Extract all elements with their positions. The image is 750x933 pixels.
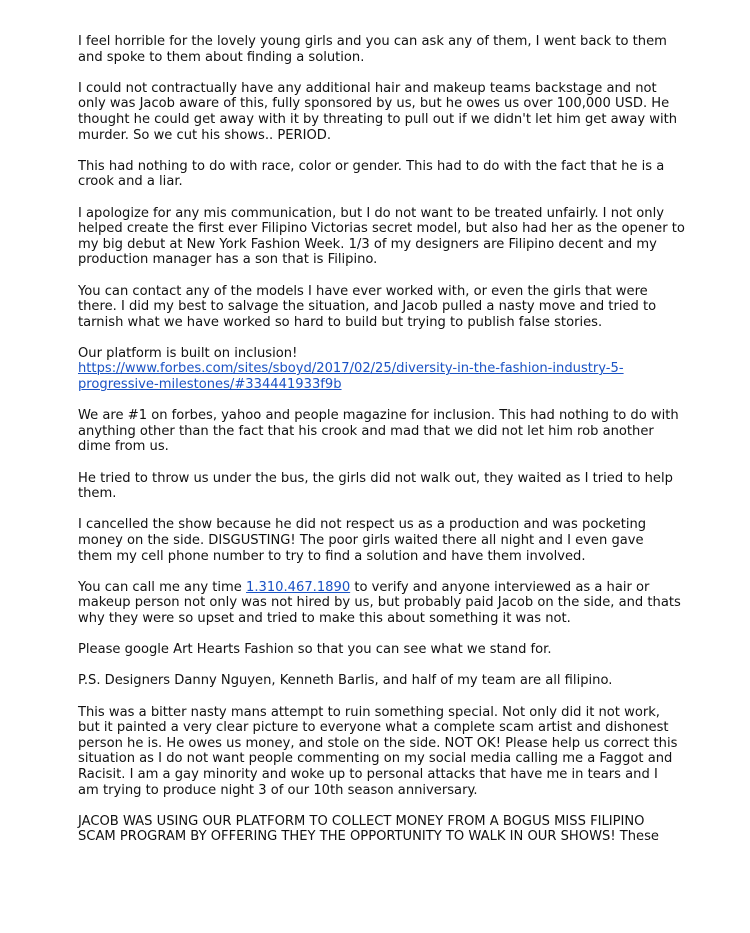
text-line: SCAM PROGRAM BY OFFERING THEY THE OPPORTUNITY TO WALK IN OUR SHOWS! These — [78, 829, 659, 845]
text-line: tarnish what we have worked so hard to build but trying to publish false stories. — [78, 314, 603, 330]
text-line: murder. So we cut his shows.. PERIOD. — [78, 127, 332, 143]
forbes-link-line-1 — [78, 361, 678, 377]
text-line: You can contact any of the models I have ever worked with, or even the girls that were — [78, 283, 648, 299]
forbes-link-line-2 — [78, 377, 678, 393]
text-line: Racisit. I am a gay minority and woke up to personal attacks that have me in tears and I — [78, 766, 658, 782]
text-line: P.S. Designers Danny Nguyen, Kenneth Barlis, and half of my team are all filipino. — [78, 673, 613, 689]
text-line: why they were so upset and tried to make this about something it was not. — [78, 610, 571, 626]
text-line: them my cell phone number to try to find a solution and have them involved. — [78, 548, 586, 564]
paragraph-11 — [78, 642, 678, 658]
text-line: He tried to throw us under the bus, the girls did not walk out, they waited as I tried to help — [78, 470, 673, 486]
paragraph-13 — [78, 705, 678, 799]
text-line: I could not contractually have any additional hair and makeup teams backstage and not — [78, 80, 657, 96]
text-line: helped create the first ever Filipino Victorias secret model, but also had her as the opener to — [78, 221, 685, 237]
text-line: production manager has a son that is Filipino. — [78, 252, 378, 268]
text-line: I feel horrible for the lovely young girls and you can ask any of them, I went back to them — [78, 34, 667, 49]
paragraph-9 — [78, 517, 678, 564]
text-line: thought he could get away with it by threating to pull out if we didn't let him get away with — [78, 111, 678, 127]
text-line: dime from us. — [78, 439, 169, 455]
text-line: JACOB WAS USING OUR PLATFORM TO COLLECT MONEY FROM A BOGUS MISS FILIPINO — [78, 813, 645, 829]
paragraph-8 — [78, 471, 678, 502]
text-segment: You can call me any time — [78, 579, 247, 595]
text-line: my big debut at New York Fashion Week. 1/3 of my designers are Filipino decent and my — [78, 236, 657, 252]
text-line: money on the side. DISGUSTING! The poor girls waited there all night and I even gave — [78, 533, 644, 548]
text-line: situation as I do not want people commenting on my social media calling me a Faggot and — [78, 751, 673, 767]
paragraph-3 — [78, 159, 678, 190]
forbes-article-link[interactable]: https://www.forbes.com/sites/sboyd/2017/02/25/diversity-in-the-fashion-industry-5- — [78, 361, 624, 377]
text-line: am trying to produce night 3 of our 10th season anniversary. — [78, 782, 478, 798]
text-line — [78, 580, 678, 596]
text-segment: to verify and anyone interviewed as a hair or — [350, 579, 650, 595]
paragraph-10 — [78, 579, 681, 627]
text-line: makeup person not only was not hired by us, but probably paid Jacob on the side, and thats — [78, 595, 681, 611]
forbes-article-link-continued[interactable]: progressive-milestones/#334441933f9b — [78, 377, 342, 393]
paragraph-5 — [78, 284, 678, 331]
text-line: Please google Art Hearts Fashion so that you can see what we stand for. — [78, 642, 552, 658]
paragraph-7 — [78, 408, 678, 455]
paragraph-12 — [78, 673, 678, 689]
paragraph-6 — [78, 346, 678, 393]
paragraph-14 — [78, 814, 678, 845]
text-line: there. I did my best to salvage the situation, and Jacob pulled a nasty move and tried to — [78, 299, 657, 315]
text-line: Our platform is built on inclusion! — [78, 345, 298, 361]
text-line: I cancelled the show because he did not respect us as a production and was pocketing — [78, 517, 647, 533]
text-line: and spoke to them about finding a solution. — [78, 49, 365, 65]
text-line: them. — [78, 486, 117, 502]
text-line: This had nothing to do with race, color or gender. This had to do with the fact that he is a — [78, 158, 665, 174]
paragraph-2 — [78, 81, 678, 143]
text-line: only was Jacob aware of this, fully sponsored by us, but he owes us over 100,000 USD. He — [78, 96, 670, 112]
phone-number-link[interactable]: 1.310.467.1890 — [246, 579, 351, 595]
paragraph-1 — [78, 34, 678, 65]
text-line: We are #1 on forbes, yahoo and people magazine for inclusion. This had nothing to do with — [78, 408, 679, 424]
text-line: but it painted a very clear picture to everyone what a complete scam artist and dishonest — [78, 720, 669, 736]
text-line: anything other than the fact that his crook and mad that we did not let him rob another — [78, 423, 654, 439]
text-line: person he is. He owes us money, and stole on the side. NOT OK! Please help us correct this — [78, 735, 678, 751]
document-body — [78, 34, 685, 860]
text-line: This was a bitter nasty mans attempt to ruin something special. Not only did it not work, — [78, 704, 660, 720]
paragraph-4 — [78, 205, 685, 268]
text-line: I apologize for any mis communication, but I do not want to be treated unfairly. I not only — [78, 205, 664, 221]
text-line: crook and a liar. — [78, 174, 183, 190]
